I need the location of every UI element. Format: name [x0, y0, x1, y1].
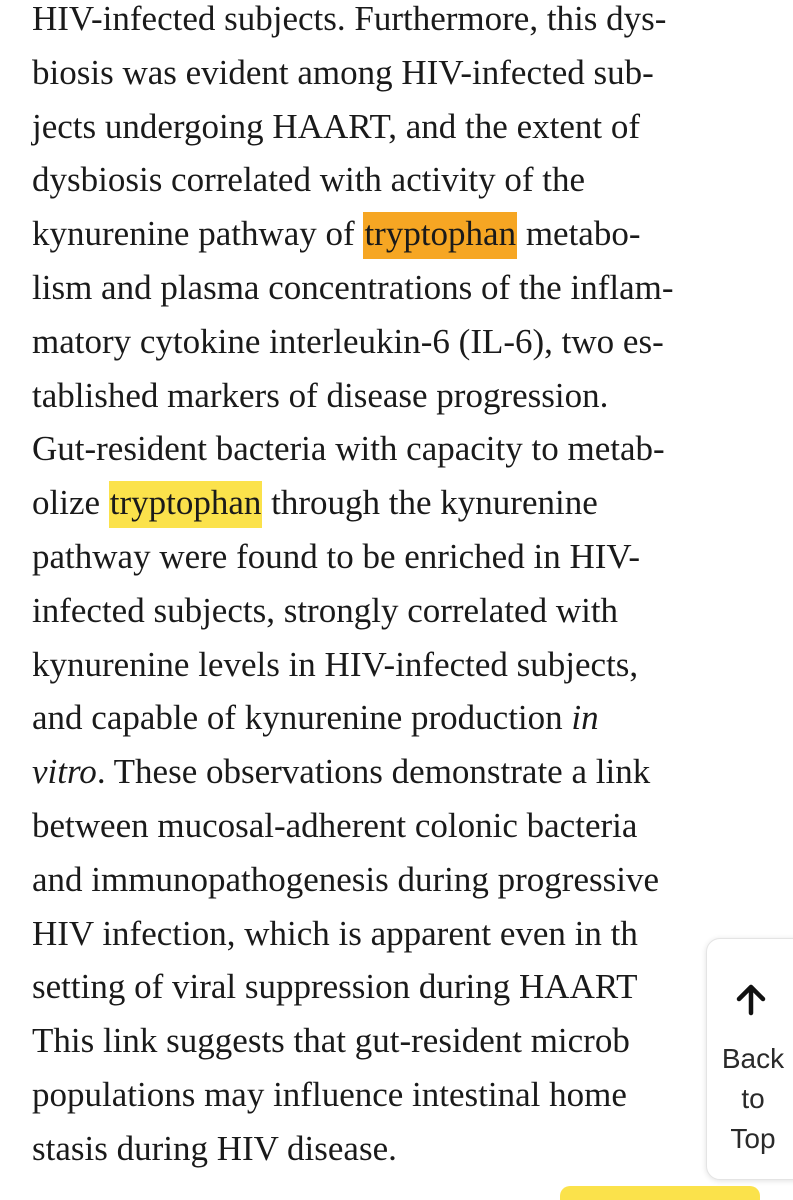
text-segment: kynurenine pathway of: [32, 214, 364, 254]
text-segment: . These observations demonstrate a link: [96, 752, 651, 792]
text-line: and immunopathogenesis during progressive: [32, 859, 659, 899]
text-line: Gut-resident bacteria with capacity to metab-: [32, 429, 665, 469]
text-line: matory cytokine interleukin-6 (IL-6), two es-: [32, 321, 664, 361]
back-to-top-button[interactable]: [706, 938, 793, 1180]
back-to-top-label-line: to: [741, 1083, 765, 1114]
back-to-top-label-line: Top: [730, 1123, 776, 1154]
back-to-top-label: [707, 1039, 793, 1159]
text-line: [32, 691, 792, 745]
text-line: dysbiosis correlated with activity of the: [32, 160, 586, 200]
text-line: lism and plasma concentrations of the inflam-: [32, 267, 674, 307]
italic-text: vitro: [32, 752, 97, 792]
search-highlight-current: tryptophan: [363, 212, 517, 259]
back-to-top-label-line: Back: [721, 1043, 785, 1074]
text-line: [32, 476, 792, 530]
search-highlight: tryptophan: [109, 481, 263, 528]
text-line: setting of viral suppression during HAART: [32, 967, 638, 1007]
bottom-toolbar-tab[interactable]: [560, 1186, 760, 1200]
text-line: HIV infection, which is apparent even in th: [32, 913, 638, 953]
text-line: infected subjects, strongly correlated with: [32, 590, 619, 630]
arrow-up-icon: [731, 979, 771, 1019]
text-line: populations may influence intestinal home: [32, 1074, 627, 1114]
text-line: tablished markers of disease progression.: [32, 375, 609, 415]
text-line: stasis during HIV disease.: [32, 1128, 397, 1168]
italic-text: in: [571, 698, 599, 738]
text-line: between mucosal-adherent colonic bacteria: [32, 805, 638, 845]
article-body: [32, 0, 792, 1176]
text-line: kynurenine levels in HIV-infected subjects,: [32, 644, 639, 684]
text-segment: through the kynurenine: [262, 483, 598, 523]
text-segment: and capable of kynurenine production: [32, 698, 572, 738]
text-segment: metabo-: [517, 214, 641, 254]
text-line: pathway were found to be enriched in HIV-: [32, 536, 641, 576]
text-line: This link suggests that gut-resident microb: [32, 1021, 630, 1061]
text-line: biosis was evident among HIV-infected sub-: [32, 52, 654, 92]
text-line: [32, 207, 792, 261]
text-line: HIV-infected subjects. Furthermore, this dys-: [32, 0, 667, 38]
text-segment: olize: [32, 483, 109, 523]
text-line: jects undergoing HAART, and the extent of: [32, 106, 640, 146]
text-line: [32, 745, 792, 799]
